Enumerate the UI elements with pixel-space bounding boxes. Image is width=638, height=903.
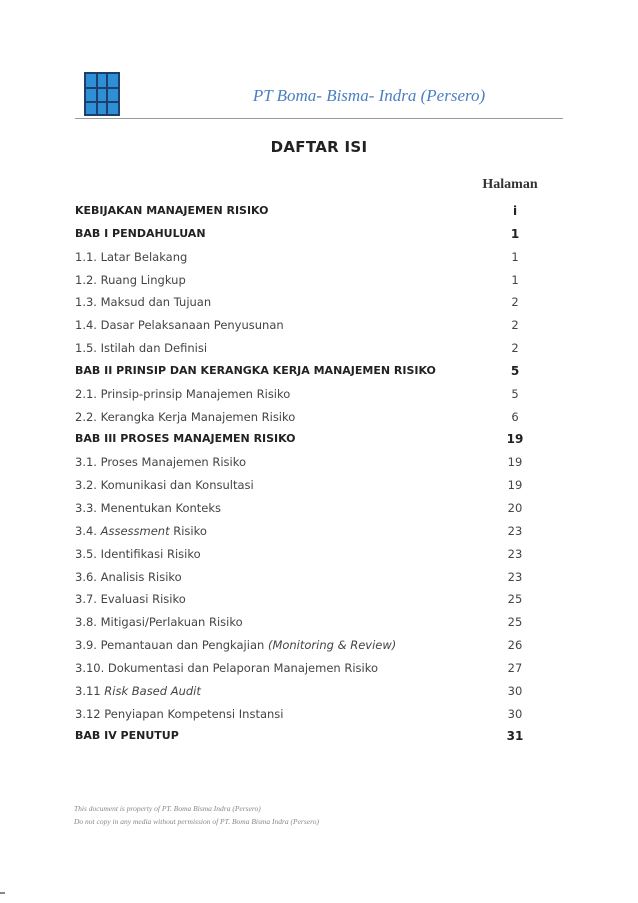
toc-entry-text: 1.2. Ruang Lingkup [75, 272, 186, 287]
toc-entry [75, 703, 545, 726]
toc-entry-label [75, 432, 296, 445]
toc-entry-text: BAB I PENDAHULUAN [75, 226, 206, 240]
toc-entry [75, 337, 545, 360]
toc-entry-label [75, 273, 186, 287]
toc-entry-text: 3.7. Evaluasi Risiko [75, 592, 186, 607]
toc-entry-label [75, 250, 187, 264]
toc-entry-label [75, 615, 243, 629]
toc-entry [75, 200, 545, 223]
toc-entry [75, 657, 545, 680]
toc-entry-label [75, 318, 284, 332]
toc-entry-label [75, 341, 207, 355]
toc-entry [75, 428, 545, 451]
toc-entry-label [75, 501, 221, 515]
toc-entry-label [75, 729, 179, 742]
toc-page-number: 23 [507, 523, 523, 538]
header-divider [75, 118, 563, 119]
toc-page-number: 6 [511, 409, 519, 424]
toc-page-number: 2 [511, 295, 519, 310]
footer [74, 802, 319, 828]
toc-page-number: 19 [506, 432, 524, 447]
toc-entry-label [75, 364, 436, 377]
toc-entry-text: KEBIJAKAN MANAJEMEN RISIKO [75, 204, 269, 217]
toc-page-number: 30 [507, 683, 523, 698]
toc-entry-label [75, 592, 186, 606]
toc-entry-text: 1.5. Istilah dan Definisi [75, 341, 208, 356]
toc-page-number: 25 [507, 615, 523, 630]
toc-entry-label [75, 227, 206, 240]
toc-entry-text: 3.4. [75, 523, 101, 538]
toc-page-number: i [512, 204, 518, 218]
toc-entry-text: 3.12 Penyiapan Kompetensi Instansi [75, 706, 284, 721]
toc-entry-text: BAB III PROSES MANAJEMEN RISIKO [75, 432, 296, 446]
toc-entry [75, 680, 545, 703]
toc-entry [75, 588, 545, 611]
toc-entry [75, 223, 545, 246]
toc-entry-italic-text: Assessment [100, 523, 170, 538]
toc-entry [75, 543, 545, 566]
toc-entry-text: 2.2. Kerangka Kerja Manajemen Risiko [75, 409, 296, 424]
toc-entry-label [75, 547, 201, 561]
toc-entry-label [75, 661, 378, 675]
toc-entry-text: 1.4. Dasar Pelaksanaan Penyusunan [75, 318, 284, 333]
toc-entry-label [75, 478, 254, 492]
toc-entry [75, 451, 545, 474]
toc-page-number: 30 [507, 706, 523, 721]
toc-page-number: 19 [507, 455, 523, 470]
toc-entry-text: 1.3. Maksud dan Tujuan [75, 295, 212, 310]
toc-entry [75, 406, 545, 429]
toc-entry [75, 269, 545, 292]
toc-entry-label [75, 524, 207, 538]
page-column-header: Halaman [482, 177, 538, 192]
toc-page-number: 20 [507, 500, 523, 515]
toc-entry [75, 314, 545, 337]
toc-entry [75, 634, 545, 657]
toc-page-number: 5 [510, 363, 520, 378]
toc-entry [75, 611, 545, 634]
toc-entry [75, 725, 545, 748]
toc-entry-text: 3.5. Identifikasi Risiko [75, 546, 201, 561]
toc-entry-italic-text: (Monitoring & Review) [267, 638, 397, 653]
toc-entry [75, 291, 545, 314]
toc-entry-italic-text: Risk Based Audit [104, 683, 201, 698]
toc-entry-label [75, 638, 396, 652]
scan-speck [0, 892, 5, 894]
toc-page-number: 1 [510, 226, 520, 241]
toc-entry-label [75, 387, 290, 401]
toc-entry-text: 3.10. Dokumentasi dan Pelaporan Manajemen Risiko [75, 660, 379, 675]
toc-page-number: 1 [511, 272, 519, 287]
table-of-contents [75, 200, 545, 748]
toc-page-number: 5 [511, 386, 519, 401]
toc-entry-text: 2.1. Prinsip-prinsip Manajemen Risiko [75, 386, 291, 401]
toc-entry-text: 3.1. Proses Manajemen Risiko [75, 455, 247, 470]
toc-page-number: 26 [507, 638, 523, 653]
toc-entry [75, 566, 545, 589]
toc-entry [75, 383, 545, 406]
toc-entry [75, 246, 545, 269]
toc-page-number: 23 [507, 569, 523, 584]
toc-page-number: 1 [511, 249, 519, 264]
toc-entry-suffix-text: Risiko [169, 523, 207, 538]
toc-entry [75, 360, 545, 383]
toc-entry-text: 1.1. Latar Belakang [75, 249, 188, 264]
company-name: PT Boma- Bisma- Indra (Persero) [252, 86, 486, 105]
toc-page-number: 25 [507, 592, 523, 607]
toc-page-number: 27 [507, 660, 523, 675]
toc-entry [75, 497, 545, 520]
footer-line-1: This document is property of PT. Boma Bisma Indra (Persero) [74, 804, 261, 813]
toc-page-number: 2 [511, 318, 519, 333]
footer-line-2: Do not copy in any media without permission of PT. Boma Bisma Indra (Persero) [74, 817, 319, 826]
toc-entry-text: 3.9. Pemantauan dan Pengkajian [75, 638, 268, 653]
toc-entry-label [75, 455, 246, 469]
toc-page-number: 2 [511, 341, 519, 356]
toc-entry-text: BAB IV PENUTUP [75, 729, 179, 743]
toc-page-number: 19 [507, 478, 523, 493]
toc-entry [75, 474, 545, 497]
toc-entry-label [75, 410, 295, 424]
toc-entry-label [75, 204, 268, 217]
toc-entry-text: 3.11 [75, 683, 105, 698]
toc-entry [75, 520, 545, 543]
toc-entry-text: 3.2. Komunikasi dan Konsultasi [75, 478, 254, 493]
toc-entry-label [75, 295, 211, 309]
page-title: DAFTAR ISI [270, 138, 368, 156]
toc-entry-label [75, 570, 182, 584]
toc-entry-label [75, 707, 284, 721]
toc-entry-text: 3.8. Mitigasi/Perlakuan Risiko [75, 615, 243, 630]
toc-page-number: 31 [506, 729, 524, 744]
toc-page-number: 23 [507, 546, 523, 561]
toc-entry-text: BAB II PRINSIP DAN KERANGKA KERJA MANAJEMEN RISIKO [75, 363, 436, 377]
toc-entry-label [75, 684, 201, 698]
toc-entry-text: 3.6. Analisis Risiko [75, 569, 182, 584]
toc-entry-text: 3.3. Menentukan Konteks [75, 500, 222, 515]
